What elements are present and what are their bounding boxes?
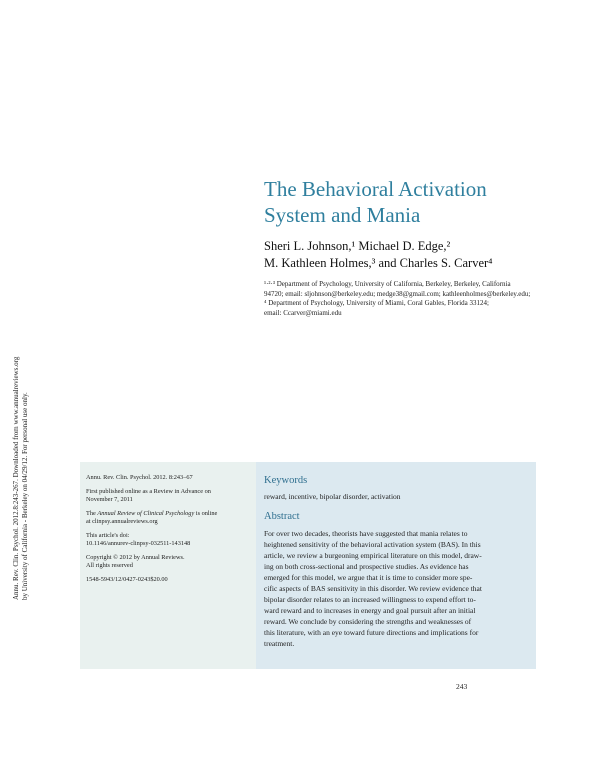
title-line: The Behavioral Activation	[264, 177, 487, 201]
download-notice-line: by University of California - Berkeley on 04/29/12. For personal use only.	[21, 392, 29, 600]
abstract-line: bipolar disorder relates to an increased willingness to expend effort to-	[264, 595, 476, 604]
affiliation-line: 94720; email: sljohnson@berkeley.edu; medge38@gmail.com; kathleenholmes@berkeley.edu;	[264, 289, 531, 298]
affiliation-line: ⁴ Department of Psychology, University of Miami, Coral Gables, Florida 33124;	[264, 299, 489, 307]
abstract-line: For over two decades, theorists have suggested that mania relates to	[264, 529, 468, 538]
issn: 1548-5943/12/0427-0243$20.00	[86, 575, 168, 583]
abstract-line: ing on both cross-sectional and prospective studies. As evidence has	[264, 562, 469, 571]
online-pre: The	[86, 509, 98, 517]
download-notice-line: Annu. Rev. Clin. Psychol. 2012.8:243-267. Downloaded from www.annualreviews.org	[12, 356, 20, 600]
abstract-line: emerged for this model, we argue that it is time to consider more spe-	[264, 573, 473, 582]
doi-link[interactable]: 10.1146/annurev-clinpsy-032511-143148	[86, 540, 191, 547]
page-number: 243	[456, 682, 468, 691]
online-post: is online	[194, 509, 218, 517]
article-title	[264, 176, 564, 228]
abstract-text	[264, 528, 532, 649]
keywords-heading: Keywords	[264, 475, 308, 486]
journal-site[interactable]: at clinpsy.annualreviews.org	[86, 518, 158, 525]
keywords-text: reward, incentive, bipolar disorder, activation	[264, 492, 401, 501]
title-line: System and Mania	[264, 203, 421, 227]
article-metadata	[86, 474, 251, 589]
doi-label: This article's doi:	[86, 531, 130, 539]
abstract-line: cific aspects of BAS sensitivity in this disorder. We review evidence that	[264, 584, 482, 593]
affiliations	[264, 280, 556, 318]
abstract-line: article, we review a burgeoning empirical literature on this model, draw-	[264, 551, 482, 560]
citation: Annu. Rev. Clin. Psychol. 2012. 8:243–67	[86, 474, 193, 481]
abstract-line: heightened sensitivity of the behavioral activation system (BAS). In this	[264, 540, 481, 549]
abstract-line: reward. We conclude by considering the strengths and weaknesses of	[264, 617, 472, 626]
journal-name: Annual Review of Clinical Psychology	[97, 509, 195, 517]
abstract-heading: Abstract	[264, 511, 300, 522]
first-published-date: November 7, 2011	[86, 496, 133, 503]
author-line: Sheri L. Johnson,¹ Michael D. Edge,²	[264, 239, 451, 253]
affiliation-line: email: Ccarver@miami.edu	[264, 308, 342, 317]
first-published: First published online as a Review in Advance on	[86, 487, 211, 495]
download-notice	[12, 240, 30, 600]
author-list	[264, 238, 564, 272]
copyright: Copyright © 2012 by Annual Reviews.	[86, 553, 185, 561]
abstract-line: this literature, with an eye toward future directions and implications for	[264, 628, 479, 637]
affiliation-line: ¹·²·³ Department of Psychology, University of California, Berkeley, Berkeley, California	[264, 280, 511, 288]
rights: All rights reserved	[86, 562, 133, 569]
abstract-line: treatment.	[264, 639, 295, 648]
author-line: M. Kathleen Holmes,³ and Charles S. Carver⁴	[264, 256, 493, 270]
abstract-line: ward reward and to increases in energy and goal pursuit after an initial	[264, 606, 476, 615]
